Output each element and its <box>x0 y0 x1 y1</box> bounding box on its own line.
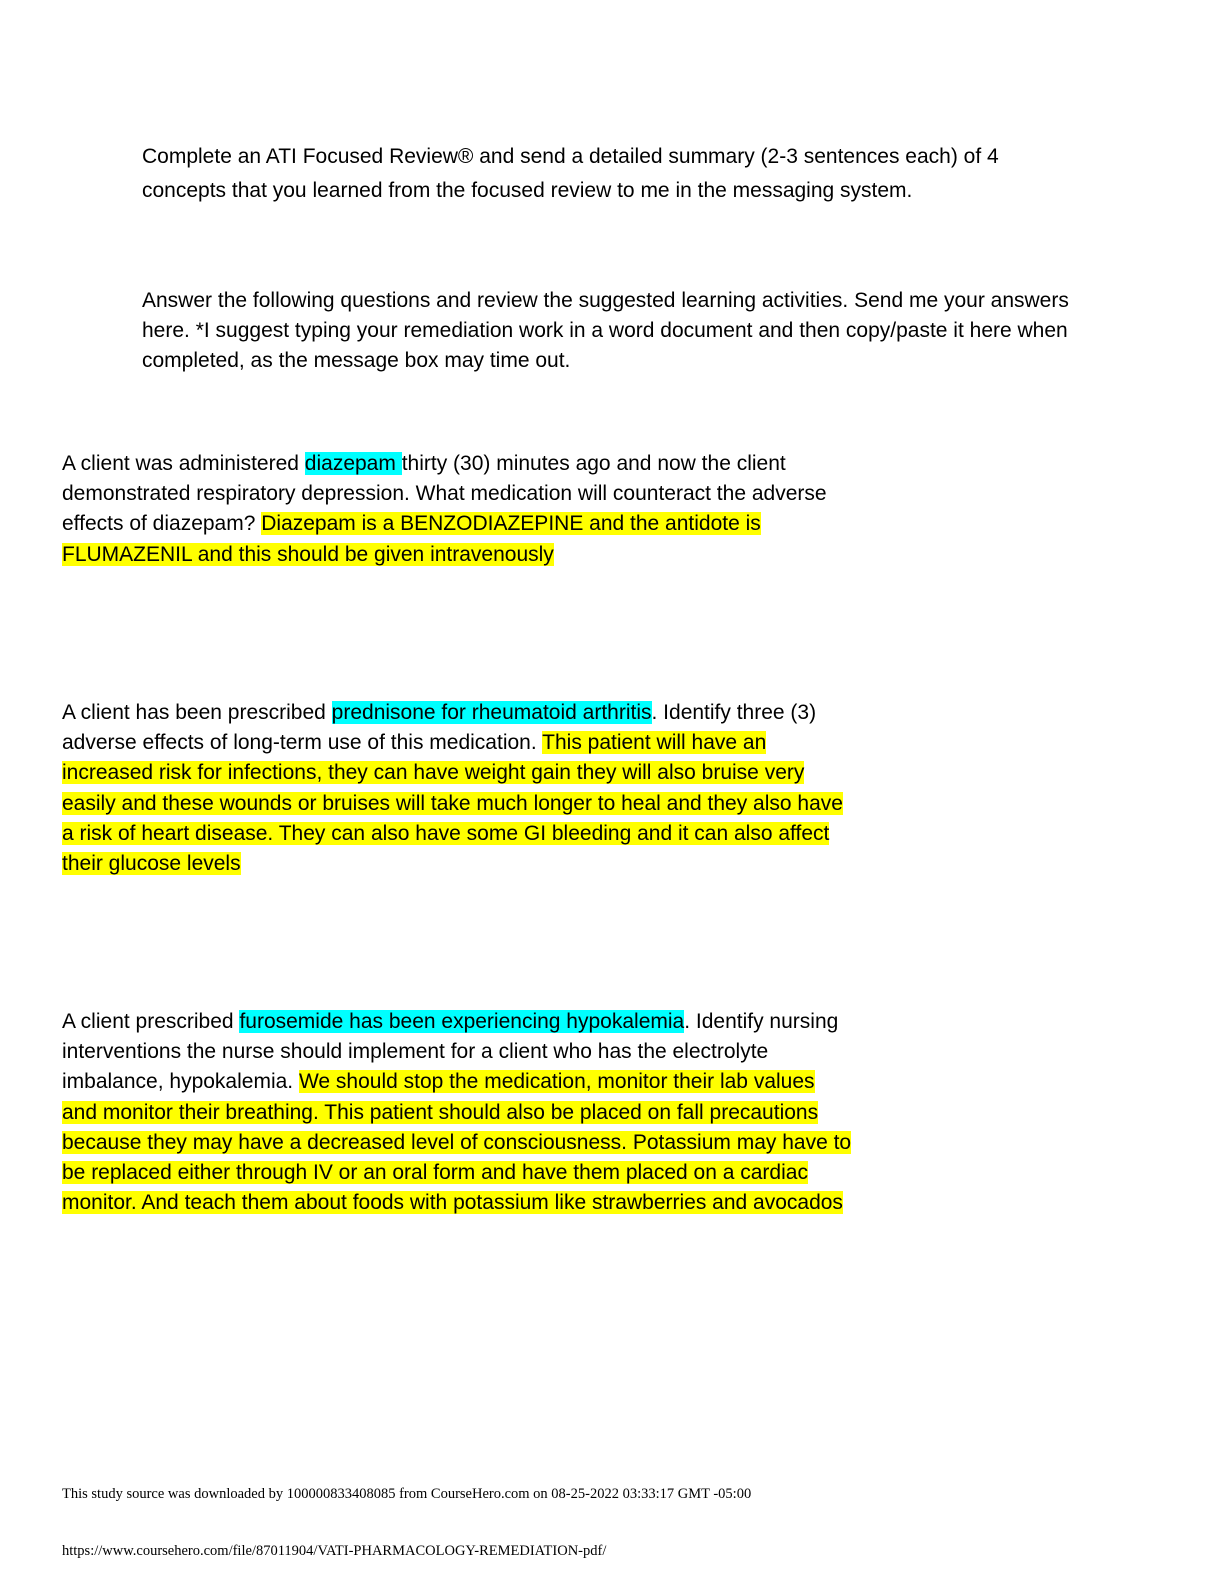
question-text: . Identify three (3) adverse effects of long-term use of this medication. <box>62 701 817 755</box>
source-footer: This study source was downloaded by 100000833408085 from CourseHero.com on 08-25-2022 03:33:17 GMT -05:00 <box>62 1486 752 1502</box>
question-text: . Identify nursing interventions the nurse should implement for a client who has the electrolyte imbalance, hypokalemia. <box>62 1010 839 1094</box>
question-block <box>62 1007 852 1218</box>
drug-highlight: furosemide has been experiencing hypokalemia <box>239 1010 685 1033</box>
drug-highlight: prednisone for rheumatoid arthritis <box>331 701 652 724</box>
intro-remediation-note: Answer the following questions and review the suggested learning activities. Send me your answers here. *I suggest typing your remediation work in a word document and then copy/paste it here when completed, as the message box may time out. <box>142 289 1069 372</box>
answer-highlight: Diazepam is a BENZODIAZEPINE and the antidote is FLUMAZENIL and this should be given intravenously <box>62 512 761 566</box>
question-text: A client prescribed <box>62 1010 240 1033</box>
question-block <box>62 698 852 879</box>
question-text: A client was administered <box>62 452 305 475</box>
answer-highlight: We should stop the medication, monitor their lab values and monitor their breathing. This patient should also be placed on fall precautions because they may have a decreased level of consciousness. Potassium may have to be replaced either through IV or an oral form and have them placed on a cardiac monitor. And teach them about foods with potassium like strawberries and avocados <box>62 1070 852 1215</box>
drug-highlight: diazepam <box>304 452 402 475</box>
question-text: thirty (30) minutes ago and now the client demonstrated respiratory depression. What medication will counteract the adverse effects of diazepam? <box>62 452 827 536</box>
question-text: A client has been prescribed <box>62 701 332 724</box>
question-block <box>62 449 852 570</box>
source-url: https://www.coursehero.com/file/87011904/VATI-PHARMACOLOGY-REMEDIATION-pdf/ <box>62 1543 607 1559</box>
intro-instructions: Complete an ATI Focused Review® and send a detailed summary (2-3 sentences each) of 4 concepts that you learned from the focused review to me in the messaging system. <box>142 145 999 202</box>
answer-highlight: This patient will have an increased risk for infections, they can have weight gain they will also bruise very easily and these wounds or bruises will take much longer to heal and they also have a risk of heart disease. They can also have some GI bleeding and it can also affect their glucose levels <box>62 731 843 876</box>
